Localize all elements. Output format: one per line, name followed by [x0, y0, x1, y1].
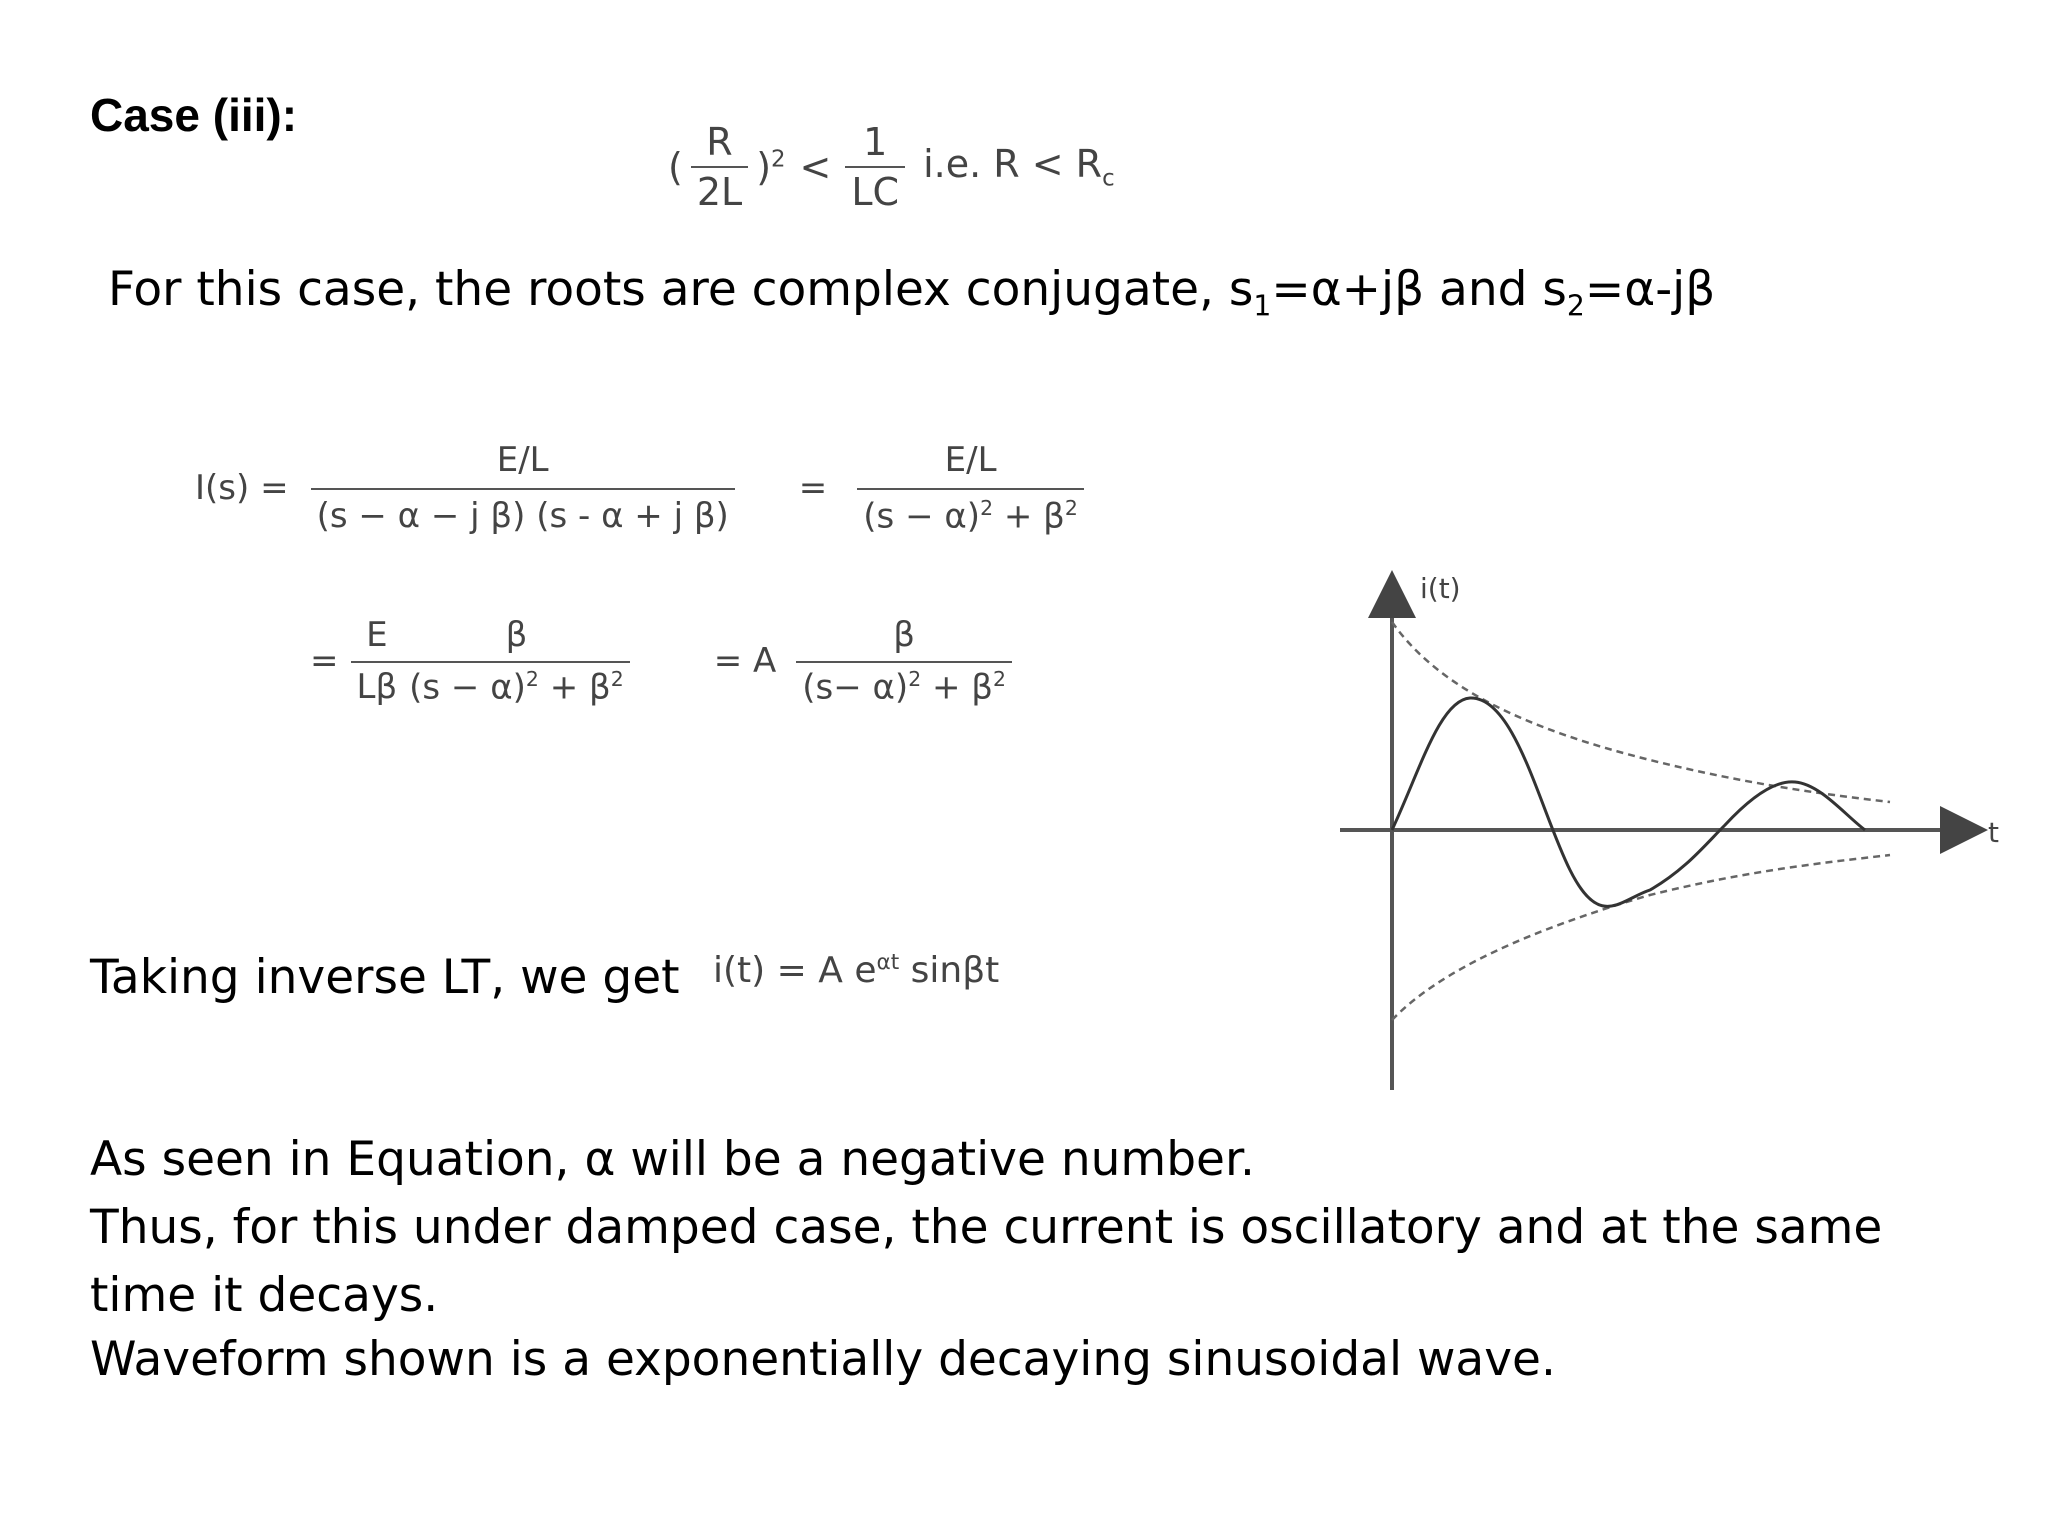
upper-envelope: [1392, 622, 1890, 802]
eq1-fraction-1: $\frac{E/L}{\text{(s − α − j β) (s - α + j β)}}$: [311, 440, 735, 536]
roots-statement: For this case, the roots are complex conjugate, $s_1=\alpha+j\beta$ and $s_2=\alpha-j\beta$: [108, 262, 1716, 323]
conclusion-line-1: As seen in Equation, α will be a negative number.: [90, 1132, 1255, 1187]
conclusion-line-4: Waveform shown is a exponentially decaying sinusoidal wave.: [90, 1332, 1556, 1387]
y-axis-label: i(t): [1420, 572, 1461, 605]
slide-title: Case (iii):: [90, 89, 298, 141]
condition-lhs-fraction: $\frac{R}{2L}$: [691, 120, 748, 214]
inverse-lt-text: Taking inverse LT, we get: [90, 950, 680, 1005]
x-axis-label: t: [1988, 816, 1999, 849]
current-waveform: [1392, 698, 1865, 906]
eq2-fraction-3: $\frac{\beta}{(s- \alpha)^2 + \beta^2}$: [796, 615, 1012, 707]
eq2-fraction-1: $\frac{E}{L\beta}$: [351, 615, 404, 707]
lower-envelope: [1392, 855, 1890, 1020]
condition-formula: ( $\frac{R}{2L}$ )$^2$ < $\frac{1}{LC}$ i.e. $R < R_c$: [668, 120, 1115, 214]
condition-note: i.e. $R < R_c$: [923, 142, 1115, 192]
conclusion-line-3: time it decays.: [90, 1268, 439, 1323]
condition-rhs-fraction: $\frac{1}{LC}$: [845, 120, 905, 214]
condition-operator: <: [799, 145, 832, 189]
eq2-fraction-2: $\frac{\beta}{(s - \alpha)^2 + \beta^2}$: [403, 615, 630, 707]
inverse-lt-equation: i(t) = A $e^{\alpha t}$ sinβt: [713, 950, 1000, 991]
conclusion-line-2: Thus, for this under damped case, the current is oscillatory and at the same: [90, 1200, 1883, 1255]
laplace-equation-2: = $\frac{E}{L\beta}$ $\frac{\beta}{(s - \alpha)^2 + \beta^2}$ = A $\frac{\beta}{(s- \alpha)^2 + \beta^2}$: [310, 615, 1012, 707]
decaying-sinusoid-graph: [1330, 570, 2010, 1100]
laplace-equation-1: I(s) = $\frac{E/L}{\text{(s − α − j β) (s - α + j β)}}$ = $\frac{E/L}{(s - \alpha)^2 + \beta^2}$: [195, 440, 1084, 536]
eq1-lhs: I(s) =: [195, 468, 289, 509]
eq1-fraction-2: $\frac{E/L}{(s - \alpha)^2 + \beta^2}$: [857, 440, 1084, 536]
